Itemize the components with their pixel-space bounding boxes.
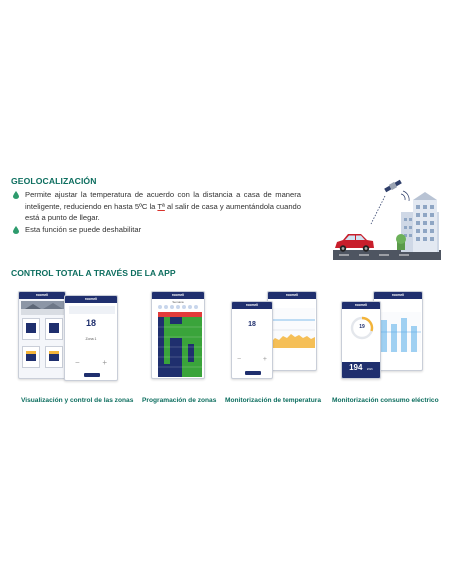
geolocation-illustration — [333, 178, 441, 260]
programming-title: Semana — [172, 300, 184, 304]
energy-screenshot — [341, 291, 423, 381]
app-control-title: CONTROL TOTAL A TRAVÉS DE LA APP — [11, 268, 176, 278]
monitor-temperature: 18 — [248, 321, 256, 328]
zones-phone-front — [64, 295, 118, 381]
temperature-chart — [271, 308, 315, 348]
drop-bullet-icon — [13, 226, 19, 234]
drop-bullet-icon — [13, 191, 19, 199]
satellite-icon — [384, 179, 403, 193]
geolocation-text-temp: Tª — [157, 201, 165, 211]
caption-zones: Visualización y control de las zonas — [21, 397, 134, 404]
temperature-phone-back — [267, 291, 317, 371]
programming-phone — [151, 291, 205, 379]
geolocation-section — [11, 176, 301, 235]
temperature-phone-front — [231, 301, 273, 379]
minus-icon[interactable]: − — [237, 356, 242, 363]
geolocation-text-part1: Permite ajustar la temperatura de acuerdo con la distancia a casa de manera inteligente, reduciendo en hasta 5ºC la — [25, 190, 301, 211]
programming-grid — [154, 304, 204, 378]
app-brand: roomeli — [84, 297, 98, 301]
temperature-screenshot — [231, 291, 317, 381]
app-brand: roomeli — [391, 293, 405, 297]
plus-icon[interactable]: + — [102, 358, 107, 367]
caption-programming: Programación de zonas — [142, 397, 217, 404]
app-brand: roomeli — [245, 303, 259, 307]
energy-chart — [377, 312, 421, 352]
minus-icon[interactable]: − — [75, 358, 80, 367]
geolocation-disable-text: Esta función se puede deshabilitar — [25, 224, 142, 234]
app-brand: roomeli — [171, 293, 185, 297]
plus-icon[interactable]: + — [262, 356, 267, 363]
caption-temperature: Monitorización de temperatura — [225, 397, 321, 404]
signal-waves-icon — [401, 191, 409, 201]
geolocation-text-part2: al salir de casa y aumentándola cuando está a punto de llegar. — [25, 201, 301, 223]
zones-phone-back — [18, 291, 66, 379]
room-photo — [21, 301, 65, 315]
energy-phone-front — [341, 301, 381, 379]
building-image — [396, 192, 439, 252]
energy-gauge-value: 19 — [359, 324, 365, 330]
caption-energy: Monitorización consumo eléctrico — [332, 397, 439, 404]
app-brand: roomeli — [285, 293, 299, 297]
geolocation-bullet-2 — [11, 224, 301, 236]
car-image — [335, 234, 374, 252]
energy-total-value: 194 — [349, 363, 363, 372]
app-brand: roomeli — [35, 293, 49, 297]
geolocation-bullet-1 — [11, 189, 301, 224]
zones-screenshot — [18, 291, 120, 383]
zone-temperature: 18 — [85, 318, 96, 328]
programming-screenshot — [151, 291, 205, 381]
energy-unit: kWh — [366, 367, 373, 371]
zone-label: Zona 1 — [85, 337, 97, 341]
app-brand: roomeli — [354, 303, 368, 307]
geolocation-title: GEOLOCALIZACIÓN — [11, 176, 97, 186]
